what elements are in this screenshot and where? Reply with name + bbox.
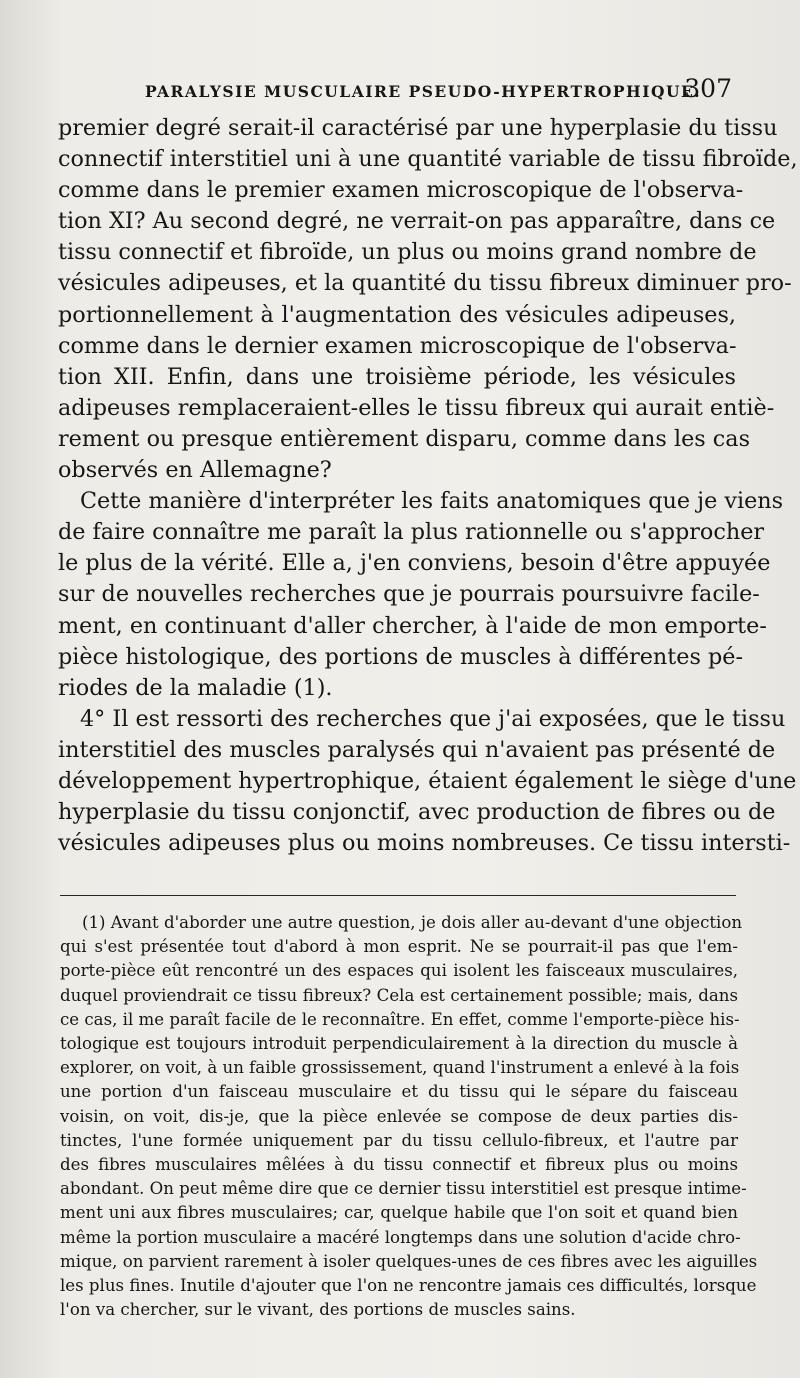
footnote-line: des fibres musculaires mêlées à du tissu connectif et fibreux plus ou moins: [60, 1155, 738, 1175]
footnote-line: explorer, on voit, à un faible grossissement, quand l'instrument a enlevé à la fois: [60, 1058, 740, 1078]
text-line: premier degré serait-il caractérisé par une hyperplasie du tissu: [58, 115, 778, 141]
text-line: pièce histologique, des portions de muscles à différentes pé-: [58, 643, 743, 670]
footnote-line: mique, on parvient rarement à isoler quelques-unes de ces fibres avec les aiguilles: [60, 1251, 758, 1271]
footnote: [60, 911, 758, 1322]
text-line: tion XI? Au second degré, ne verrait-on pas apparaître, dans ce: [58, 208, 776, 235]
footnote-line: même la portion musculaire a macéré longtemps dans une solution d'acide chro-: [60, 1227, 741, 1247]
text-line: comme dans le premier examen microscopique de l'observa-: [58, 177, 744, 204]
footnote-line: (1) Avant d'aborder une autre question, je dois aller au-devant d'une objection: [82, 913, 743, 932]
page-header: [145, 74, 732, 108]
footnote-line: ment uni aux fibres musculaires; car, quelque habile que l'on soit et quand bien: [60, 1203, 738, 1223]
footnote-line: tologique est toujours introduit perpendiculairement à la direction du muscle à: [60, 1034, 738, 1054]
footnote-line: abondant. On peut même dire que ce dernier tissu interstitiel est presque intime-: [60, 1179, 747, 1199]
footnote-line: ce cas, il me paraît facile de le reconnaître. En effet, comme l'emporte-pièce his-: [60, 1009, 740, 1029]
paragraph: [58, 486, 784, 704]
footnote-line: duquel proviendrait ce tissu fibreux? Cela est certainement possible; mais, dans: [60, 985, 738, 1005]
text-line: Cette manière d'interpréter les faits anatomiques que je viens: [80, 488, 784, 515]
text-line: rement ou presque entièrement disparu, comme dans les cas: [58, 425, 751, 452]
text-line: riodes de la maladie (1).: [58, 674, 333, 701]
text-line: le plus de la vérité. Elle a, j'en conviens, besoin d'être appuyée: [58, 550, 771, 577]
text-line: de faire connaître me paraît la plus rationnelle ou s'approcher: [58, 519, 765, 546]
footnote-paragraph: [60, 911, 758, 1322]
text-line: sur de nouvelles recherches que je pourrais poursuivre facile-: [58, 581, 760, 608]
text-line: ment, en continuant d'aller chercher, à l'aide de mon emporte-: [58, 612, 767, 639]
text-line: tion XII. Enfin, dans une troisième période, les vésicules: [58, 363, 736, 390]
text-line: connectif interstitiel uni à une quantité variable de tissu fibroïde,: [58, 146, 798, 173]
footnote-line: une portion d'un faisceau musculaire et du tissu qui le sépare du faisceau: [60, 1082, 738, 1102]
paragraph: [58, 113, 798, 486]
footnote-line: qui s'est présentée tout d'abord à mon esprit. Ne se pourrait-il pas que l'em-: [60, 937, 738, 957]
text-line: hyperplasie du tissu conjonctif, avec production de fibres ou de: [58, 799, 776, 826]
text-line: vésicules adipeuses plus ou moins nombreuses. Ce tissu intersti-: [58, 830, 791, 857]
text-line: développement hypertrophique, étaient également le siège d'une: [58, 767, 797, 794]
footnote-line: porte-pièce eût rencontré un des espaces qui isolent les faisceaux musculaires,: [60, 961, 738, 981]
footnote-line: les plus fines. Inutile d'ajouter que l'on ne rencontre jamais ces difficultés, lorsque: [60, 1276, 757, 1296]
text-line: comme dans le dernier examen microscopique de l'observa-: [58, 332, 737, 359]
page-number: 307: [684, 74, 732, 103]
main-text: [58, 113, 798, 859]
text-line: tissu connectif et fibroïde, un plus ou moins grand nombre de: [58, 239, 757, 266]
footnote-divider: [60, 895, 736, 896]
running-head: PARALYSIE MUSCULAIRE PSEUDO-HYPERTROPHIQUE.: [145, 82, 702, 101]
text-line: vésicules adipeuses, et la quantité du tissu fibreux diminuer pro-: [58, 270, 792, 297]
text-line: portionnellement à l'augmentation des vésicules adipeuses,: [58, 301, 736, 328]
text-line: observés en Allemagne?: [58, 457, 332, 484]
footnote-line: l'on va chercher, sur le vivant, des portions de muscles sains.: [60, 1300, 576, 1320]
text-line: interstitiel des muscles paralysés qui n'avaient pas présenté de: [58, 736, 776, 763]
footnote-line: tinctes, l'une formée uniquement par du tissu cellulo-fibreux, et l'autre par: [60, 1130, 738, 1150]
text-line: 4° Il est ressorti des recherches que j'ai exposées, que le tissu: [80, 705, 786, 732]
text-line: adipeuses remplaceraient-elles le tissu fibreux qui aurait entiè-: [58, 394, 775, 421]
paragraph: [58, 704, 797, 859]
footnote-line: voisin, on voit, dis-je, que la pièce enlevée se compose de deux parties dis-: [60, 1106, 738, 1126]
